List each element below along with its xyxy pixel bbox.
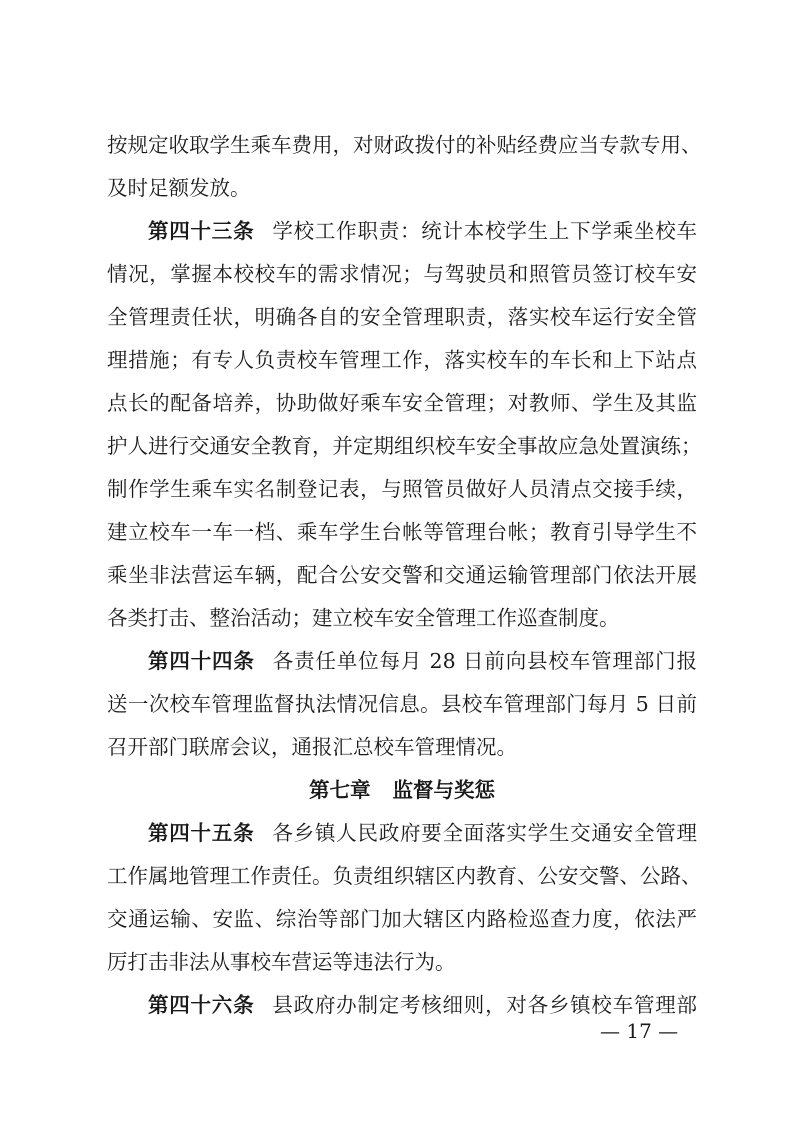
article-45-label: 第四十五条	[148, 821, 255, 845]
text-line: 护人进行交通安全教育，并定期组织校车安全事故应急处置演练；	[107, 434, 702, 458]
article-44-label: 第四十四条	[148, 649, 255, 673]
text-line: 各类打击、整治活动；建立校车安全管理工作巡查制度。	[107, 606, 620, 630]
text-line: 全管理责任状，明确各自的安全管理职责，落实校车运行安全管	[107, 305, 697, 329]
article-46-text: 县政府办制定考核细则，对各乡镇校车管理部	[272, 993, 698, 1017]
document-body	[107, 124, 702, 1027]
text-line: 按规定收取学生乘车费用，对财政拨付的补贴经费应当专款专用、	[107, 133, 702, 157]
text-line: 点长的配备培养，协助做好乘车安全管理；对教师、学生及其监	[107, 391, 697, 415]
article-46-label: 第四十六条	[148, 993, 255, 1017]
article-45-text: 各乡镇人民政府要全面落实学生交通安全管理	[272, 821, 698, 845]
chapter-number: 第七章	[309, 778, 371, 802]
article-44-text: 各责任单位每月 28 日前向县校车管理部门报	[272, 649, 697, 673]
text-line: 情况，掌握本校校车的需求情况；与驾驶员和照管员签订校车安	[107, 262, 697, 286]
chapter-title: 监督与奖惩	[392, 778, 495, 802]
article-43-first-line	[107, 210, 697, 253]
article-43-text: 学校工作职责：统计本校学生上下学乘坐校车	[272, 219, 698, 243]
text-line: 建立校车一车一档、乘车学生台帐等管理台帐；教育引导学生不	[107, 520, 697, 544]
chapter-heading	[107, 769, 697, 812]
article-43-label: 第四十三条	[148, 219, 255, 243]
text-line: 送一次校车管理监督执法情况信息。县校车管理部门每月 5 日前	[107, 692, 697, 716]
article-45-first-line	[107, 812, 697, 855]
text-line: 及时足额发放。	[107, 176, 251, 200]
article-44-first-line	[107, 640, 697, 683]
text-line: 厉打击非法从事校车营运等违法行为。	[107, 950, 456, 974]
text-line: 召开部门联席会议，通报汇总校车管理情况。	[107, 735, 517, 759]
text-line: 工作属地管理工作责任。负责组织辖区内教育、公安交警、公路、	[107, 864, 702, 888]
text-line: 交通运输、安监、综治等部门加大辖区内路检巡查力度，依法严	[107, 907, 697, 931]
text-line: 制作学生乘车实名制登记表，与照管员做好人员清点交接手续，	[107, 477, 697, 501]
text-line: 理措施；有专人负责校车管理工作，落实校车的车长和上下站点	[107, 348, 697, 372]
page-number: — 17 —	[600, 1019, 679, 1043]
text-line: 乘坐非法营运车辆，配合公安交警和交通运输管理部门依法开展	[107, 563, 697, 587]
